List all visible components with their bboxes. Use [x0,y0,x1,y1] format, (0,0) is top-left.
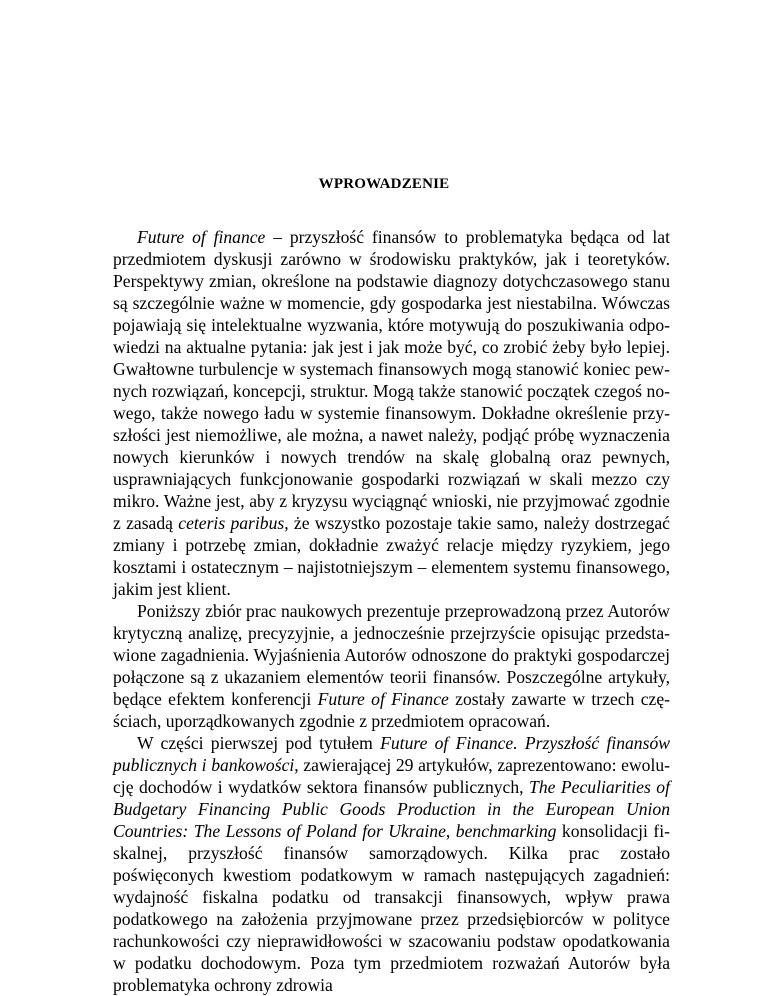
body-text [113,226,670,996]
text-run: Poniższy zbiór prac naukowych prezentuje przeprowadzoną przez Autorów krytyczną analizę, precyzyjnie, a jednocześnie przejrzyście opisując przedstawione zagadnienia. Wyjaśnienia Autorów odnoszone do praktyki gospodarczej połączone są z ukazaniem elementów teorii finansów. Poszczególne artykuły, będące efektem konferencji [113,601,670,709]
page-title: WPROWADZENIE [318,176,450,192]
text-run: zostały zawarte w trzech częściach, uporządkowanych zgodnie z przedmiotem opracowań. [113,689,671,731]
italic-text: Future of Finance [317,689,449,709]
italic-text: The Peculiarities of Budgetary Financing Public Goods Production in the European Union Countries: The Lessons of Poland for Ukraine [113,777,670,841]
italic-text: benchmarking [455,821,557,841]
italic-text: Future of finance [137,227,266,247]
italic-text: ceteris paribus [178,513,285,533]
text-run: – przyszłość finansów to problematyka będąca od lat przedmiotem dyskusji zarówno w środowisku praktyków, jak i teoretyków. Perspektywy zmian, określone na podstawie diagnozy dotychczasowego stanu są szczególnie ważne w momencie, gdy gospodarka jest niestabilna. Wówczas pojawiają się intelektualne wyzwania, które motywują do poszukiwania odpowiedzi na aktualne pytania: jak jest i jak może być, co zrobić żeby było lepiej. Gwałtowne turbulencje w systemach finansowych mogą stanowić koniec pewnych rozwiązań, koncepcji, struktur. Mogą także stanowić początek czegoś nowego, także nowego ładu w systemie finansowym. Dokładne określenie przyszłości jest niemożliwe, ale można, a nawet należy, podjąć próbę wyznaczenia nowych kierunków i nowych trendów na skalę globalną oraz pewnych, usprawniających funkcjonowanie gospodarki rozwiązań w skali mezzo czy mikro. Ważne jest, aby z kryzysu wyciągnąć wnioski, nie przyjmować zgodnie z zasadą [113,227,671,533]
paragraph [113,226,670,600]
text-run: , że wszystko pozostaje takie samo, należy dostrzegać zmiany i potrzebę zmian, dokładnie zważyć relacje między ryzykiem, jego kosztami i ostatecznym – najistotniejszym – elementem systemu finansowego, jakim jest klient. [113,513,670,599]
paragraph [113,600,670,732]
text-run: W części pierwszej pod tytułem [137,733,381,753]
text-run: , zawierającej 29 artykułów, zaprezentowano: ewolucję dochodów i wydatków sektora finansów publicznych, [113,755,670,797]
paragraph [113,732,670,996]
text-run: , [445,821,456,841]
italic-text: Future of Finance. Przyszłość finansów publicznych i bankowości [113,733,670,775]
text-run: konsolidacji fiskalnej, przyszłość finansów samorządowych. Kilka prac zostało poświęconych kwestiom podatkowym w ramach następujących zagadnień: wydajność fiskalna podatku od transakcji finansowych, wpływ prawa podatkowego na założenia przyjmowane przez przedsiębiorców w polityce rachunkowości czy nieprawidłowości w szacowaniu podstaw opodatkowania w podatku dochodowym. Poza tym przedmiotem rozważań Autorów była problematyka ochrony zdrowia [113,821,671,995]
